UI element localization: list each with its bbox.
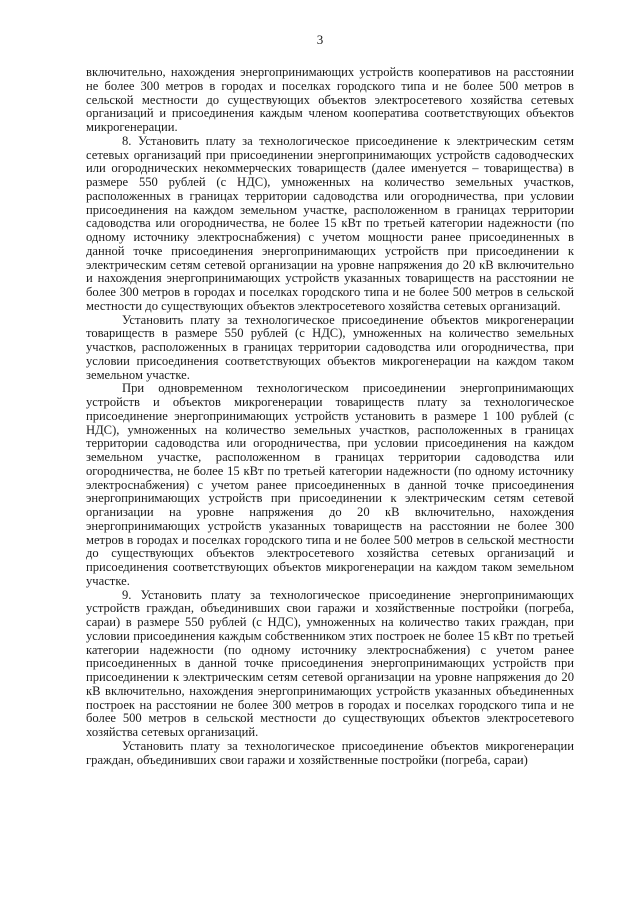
paragraph-simultaneous-connection: При одновременном технологическом присоединении энергопринимающих устройств и объектов микрогенерации товариществ плату за технологическое присоединение энергопринимающих устройств установить в размере 1 100 рублей (с НДС), умноженных на количество земельных участков, расположенных в границах территории садоводства или огородничества, при условии присоединения на каждом земельном участке, расположенном в границах территории садоводства или огородничества, не более 15 кВт по третьей категории надежности (по одному источнику электроснабжения) с учетом ранее присоединенных в данной точке присоединения энергопринимающих устройств при присоединении к электрическим сетям сетевой организации на уровне напряжения до 20 кВ включительно, нахождения энергопринимающих устройств указанных товариществ на расстоянии не более 300 метров в городах и поселках городского типа и не более 500 метров в сельской местности до существующих объектов электросетевого хозяйства сетевых организаций и присоединения соответствующих объектов микрогенерации на каждом таком земельном участке. [86, 381, 574, 588]
paragraph-continuation: включительно, нахождения энергопринимающих устройств кооперативов на расстоянии не более 300 метров в городах и поселках городского типа и не более 500 метров в сельской местности до существующих объектов электросетевого хозяйства сетевых организаций и присоединения каждым членом кооператива соответствующих объектов микрогенерации. [86, 65, 574, 134]
paragraph-microgeneration-fee: Установить плату за технологическое присоединение объектов микрогенерации товариществ в размере 550 рублей (с НДС), умноженных на количество земельных участков, расположенных в границах территории садоводства или огородничества, при условии присоединения соответствующих объектов микрогенерации на каждом таком земельном участке. [86, 312, 574, 382]
paragraph-garages-microgeneration: Установить плату за технологическое присоединение объектов микрогенерации граждан, объединивших свои гаражи и хозяйственные постройки (погреба, сараи) [86, 738, 574, 767]
document-body [86, 66, 574, 767]
paragraph-item-8: 8. Установить плату за технологическое присоединение к электрическим сетям сетевых организаций при присоединении энергопринимающих устройств садоводческих или огороднических некоммерческих товариществ (далее именуется – товарищества) в размере 550 рублей (с НДС), умноженных на количество земельных участков, расположенных в границах территории садоводства или огородничества, при условии присоединения на каждом земельном участке, расположенном в границах территории садоводства или огородничества, не более 15 кВт по третьей категории надежности (по одному источнику электроснабжения) с учетом мощности ранее присоединенных в данной точке присоединения энергопринимающих устройств при присоединении к электрическим сетям сетевой организации на уровне напряжения до 20 кВ включительно и нахождения энергопринимающих устройств указанных товариществ на расстоянии не более 300 метров в городах и поселках городского типа и не более 500 метров в сельской местности до существующих объектов электросетевого хозяйства сетевых организаций. [86, 133, 574, 313]
page-number: 3 [316, 32, 324, 47]
paragraph-item-9: 9. Установить плату за технологическое присоединение энергопринимающих устройств граждан, объединивших свои гаражи и хозяйственные постройки (погреба, сараи) в размере 550 рублей (с НДС), умноженных на количество таких граждан, при условии присоединения каждым собственником этих построек не более 15 кВт по третьей категории надежности (по одному источнику электроснабжения) с учетом ранее присоединенных в данной точке присоединения энергопринимающих устройств при присоединении к электрическим сетям сетевой организации на уровне напряжения до 20 кВ включительно, нахождения энергопринимающих устройств указанных объединенных построек на расстоянии не более 300 метров в городах и поселках городского типа и не более 500 метров в сельской местности до существующих объектов электросетевого хозяйства сетевых организаций. [86, 587, 574, 739]
